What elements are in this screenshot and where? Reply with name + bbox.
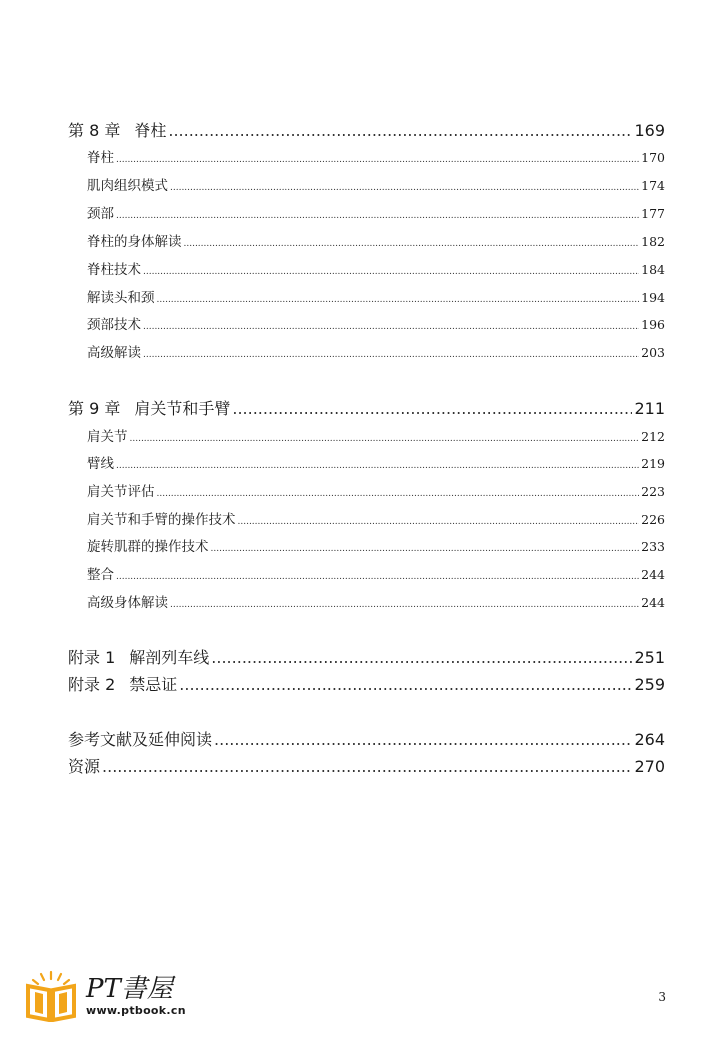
chapter-number: 第 8 章 bbox=[68, 121, 121, 140]
toc-appendix-2[interactable] bbox=[68, 672, 665, 695]
page-number: 219 bbox=[641, 456, 665, 471]
entry-title: 颈部技术 bbox=[87, 317, 141, 333]
toc-chapter-9[interactable] bbox=[68, 396, 665, 419]
toc-entry[interactable] bbox=[87, 425, 665, 445]
toc-references[interactable] bbox=[68, 727, 665, 750]
page-number: 264 bbox=[634, 730, 665, 749]
leader-dots bbox=[116, 461, 639, 471]
toc-entry[interactable] bbox=[87, 258, 665, 278]
leader-dots bbox=[116, 155, 639, 165]
toc-entry[interactable] bbox=[87, 174, 665, 194]
toc-entry[interactable] bbox=[87, 508, 665, 528]
leader-dots bbox=[168, 121, 632, 140]
chapter-title: 肩关节和手臂 bbox=[134, 399, 231, 418]
entry-title: 整合 bbox=[87, 567, 114, 583]
page-number: 223 bbox=[641, 484, 665, 499]
page-number: 244 bbox=[641, 567, 665, 582]
page-number: 182 bbox=[641, 234, 665, 249]
leader-dots bbox=[179, 675, 632, 694]
book-icon bbox=[24, 968, 78, 1022]
appendix-title: 解剖列车线 bbox=[129, 648, 210, 667]
leader-dots bbox=[116, 572, 639, 582]
entry-title: 高级解读 bbox=[87, 345, 141, 361]
back-matter-title: 资源 bbox=[68, 757, 101, 776]
page-number: 203 bbox=[641, 345, 665, 360]
leader-dots bbox=[238, 517, 640, 527]
entry-title: 脊柱技术 bbox=[87, 262, 141, 278]
leader-dots bbox=[232, 399, 632, 418]
chapter-heading bbox=[68, 396, 230, 419]
toc-entry[interactable] bbox=[87, 313, 665, 333]
leader-dots bbox=[102, 757, 632, 776]
page-number: 211 bbox=[634, 399, 665, 418]
chapter-title: 脊柱 bbox=[134, 121, 167, 140]
entry-title: 旋转肌群的操作技术 bbox=[87, 539, 209, 555]
page-number: 177 bbox=[641, 206, 665, 221]
leader-dots bbox=[143, 322, 639, 332]
entry-title: 肩关节和手臂的操作技术 bbox=[87, 512, 236, 528]
page-number: 270 bbox=[634, 757, 665, 776]
entry-title: 颈部 bbox=[87, 206, 114, 222]
entry-title: 臂线 bbox=[87, 456, 114, 472]
page-number: 233 bbox=[641, 539, 665, 554]
entry-title: 脊柱 bbox=[87, 150, 114, 166]
toc-entry[interactable] bbox=[87, 202, 665, 222]
toc-entry[interactable] bbox=[87, 480, 665, 500]
toc-entry[interactable] bbox=[87, 341, 665, 361]
toc-entry[interactable] bbox=[87, 452, 665, 472]
page-number: 212 bbox=[641, 429, 665, 444]
toc-entry[interactable] bbox=[87, 535, 665, 555]
toc-entry[interactable] bbox=[87, 591, 665, 611]
logo-name: PT書屋 bbox=[86, 973, 173, 1004]
appendix-number: 附录 1 bbox=[68, 648, 116, 667]
toc-resources[interactable] bbox=[68, 754, 665, 777]
page-number: 226 bbox=[641, 512, 665, 527]
entry-title: 肩关节 bbox=[87, 429, 128, 445]
leader-dots bbox=[116, 211, 639, 221]
entry-title: 肌肉组织模式 bbox=[87, 178, 168, 194]
entry-title: 高级身体解读 bbox=[87, 595, 168, 611]
page-number: 170 bbox=[641, 150, 665, 165]
leader-dots bbox=[130, 434, 640, 444]
leader-dots bbox=[143, 267, 639, 277]
page-number: 244 bbox=[641, 595, 665, 610]
entry-title: 脊柱的身体解读 bbox=[87, 234, 182, 250]
toc-chapter-8[interactable] bbox=[68, 118, 665, 141]
entry-title: 解读头和颈 bbox=[87, 290, 155, 306]
leader-dots bbox=[184, 239, 640, 249]
page-number: 174 bbox=[641, 178, 665, 193]
page-number: 251 bbox=[634, 648, 665, 667]
leader-dots bbox=[211, 544, 640, 554]
leader-dots bbox=[170, 183, 639, 193]
chapter-number: 第 9 章 bbox=[68, 399, 121, 418]
chapter-heading bbox=[68, 118, 166, 141]
toc-appendix-1[interactable] bbox=[68, 645, 665, 668]
page-number: 259 bbox=[634, 675, 665, 694]
appendix-heading bbox=[68, 672, 177, 695]
toc-entry[interactable] bbox=[87, 563, 665, 583]
page-footer-number: 3 bbox=[658, 990, 666, 1004]
toc-entry[interactable] bbox=[87, 146, 665, 166]
page-number: 194 bbox=[641, 290, 665, 305]
logo-url: www.ptbook.cn bbox=[86, 1003, 186, 1017]
toc-entry[interactable] bbox=[87, 286, 665, 306]
appendix-heading bbox=[68, 645, 209, 668]
appendix-number: 附录 2 bbox=[68, 675, 116, 694]
leader-dots bbox=[143, 350, 639, 360]
page-number: 196 bbox=[641, 317, 665, 332]
back-matter-title: 参考文献及延伸阅读 bbox=[68, 730, 213, 749]
publisher-logo bbox=[24, 968, 186, 1022]
toc-entry[interactable] bbox=[87, 230, 665, 250]
leader-dots bbox=[214, 730, 632, 749]
appendix-title: 禁忌证 bbox=[129, 675, 178, 694]
leader-dots bbox=[157, 295, 640, 305]
leader-dots bbox=[170, 600, 639, 610]
page-number: 169 bbox=[634, 121, 665, 140]
leader-dots bbox=[211, 648, 632, 667]
leader-dots bbox=[157, 489, 640, 499]
entry-title: 肩关节评估 bbox=[87, 484, 155, 500]
page-number: 184 bbox=[641, 262, 665, 277]
